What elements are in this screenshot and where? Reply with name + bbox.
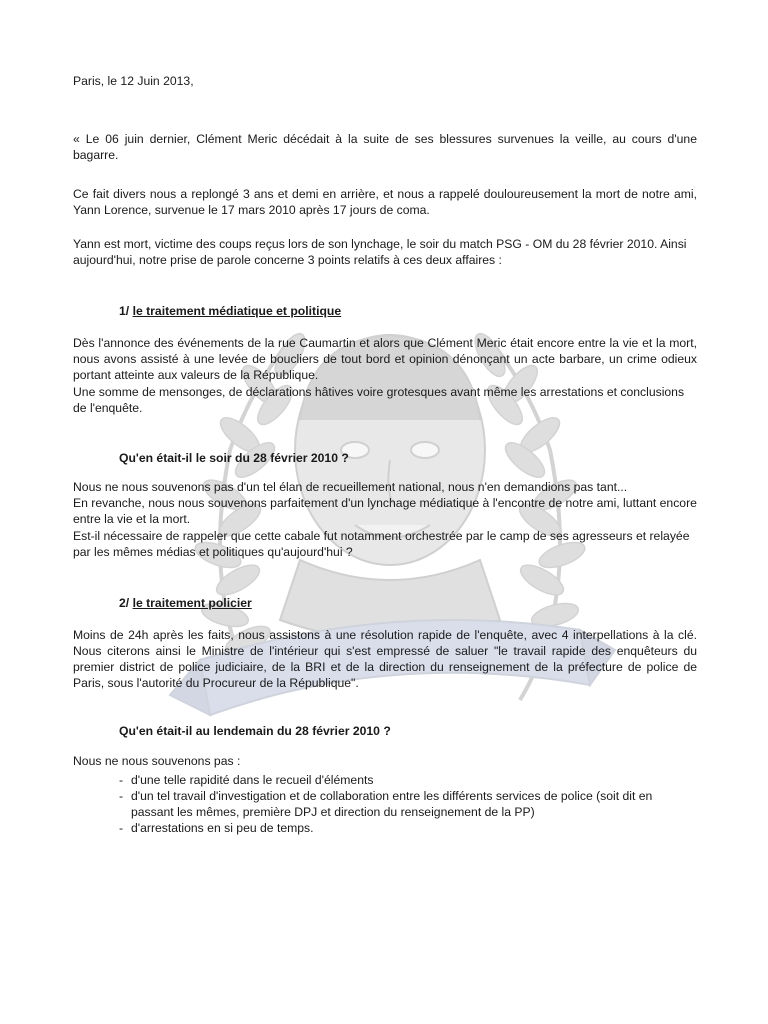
question-heading-1: Qu'en était-il le soir du 28 février 2010 ? [119,451,349,465]
question-heading-2: Qu'en était-il au lendemain du 28 février 2010 ? [119,724,391,738]
section-title: le traitement médiatique et politique [132,304,342,318]
paragraph-list-intro: Nous ne nous souvenons pas : [73,754,241,768]
section-number: 2/ [119,596,130,610]
section-number: 1/ [119,304,130,318]
list-item-text: d'un tel travail d'investigation et de collaboration entre les différents services de police (soit dit en passant les mêmes, première DPJ et direction du renseignement de la PP) [131,789,653,819]
dash-list [73,772,697,836]
paragraph-cabal: Est-il nécessaire de rappeler que cette cabale fut notamment orchestrée par le camp de ses agresseurs et relayée par les mêmes médias et politiques qu'aujourd'hui ? [73,529,690,559]
paragraph-context: Ce fait divers nous a replongé 3 ans et demi en arrière, et nous a rappelé douloureusement la mort de notre ami, Yann Lorence, survenue le 17 mars 2010 après 17 jours de coma. [73,187,697,217]
list-marker: - [119,821,124,835]
paragraph-police: Moins de 24h après les faits, nous assistons à une résolution rapide de l'enquête, avec 4 interpellations à la clé. Nous citerons ainsi le Ministre de l'intérieur qui s'est empressé de saluer "le travail rapide des enquêteurs du premier district de police judiciaire, de la BRI et de la direction du renseignement de la préfecture de police de Paris, sous l'autorité du Procureur de la République". [73,628,697,690]
section-title: le traitement policier [132,596,252,610]
date-line: Paris, le 12 Juin 2013, [73,74,194,88]
list-marker: - [119,773,124,787]
paragraph-lies: Une somme de mensonges, de déclarations hâtives voire grotesques avant même les arrestations et conclusions de l'enquête. [73,385,685,415]
list-item [73,788,697,820]
list-item [73,820,697,836]
paragraph-yann: Yann est mort, victime des coups reçus lors de son lynchage, le soir du match PSG - OM du 28 février 2010. Ainsi aujourd'hui, notre prise de parole concerne 3 points relatifs à ces deux affaires : [73,237,687,267]
section-heading-1 [119,303,341,319]
paragraph-intro: « Le 06 juin dernier, Clément Meric décédait à la suite de ses blessures survenues la veille, au cours d'une bagarre. [73,132,697,162]
list-item-text: d'arrestations en si peu de temps. [131,821,314,835]
section-heading-2 [119,595,252,611]
list-marker: - [119,789,124,803]
paragraph-no-memory: Nous ne nous souvenons pas d'un tel élan de recueillement national, nous n'en demandions pas tant... [73,480,628,494]
paragraph-media-lynching: En revanche, nous nous souvenons parfaitement d'un lynchage médiatique à l'encontre de notre ami, luttant encore entre la vie et la mort. [73,496,697,526]
list-item [73,772,697,788]
list-item-text: d'une telle rapidité dans le recueil d'éléments [131,773,374,787]
paragraph-announcement: Dès l'annonce des événements de la rue Caumartin et alors que Clément Meric était encore entre la vie et la mort, nous avons assisté à une levée de boucliers de tout bord et opinion dénonçant un acte barbare, un crime odieux portant atteinte aux valeurs de la République. [73,336,697,382]
